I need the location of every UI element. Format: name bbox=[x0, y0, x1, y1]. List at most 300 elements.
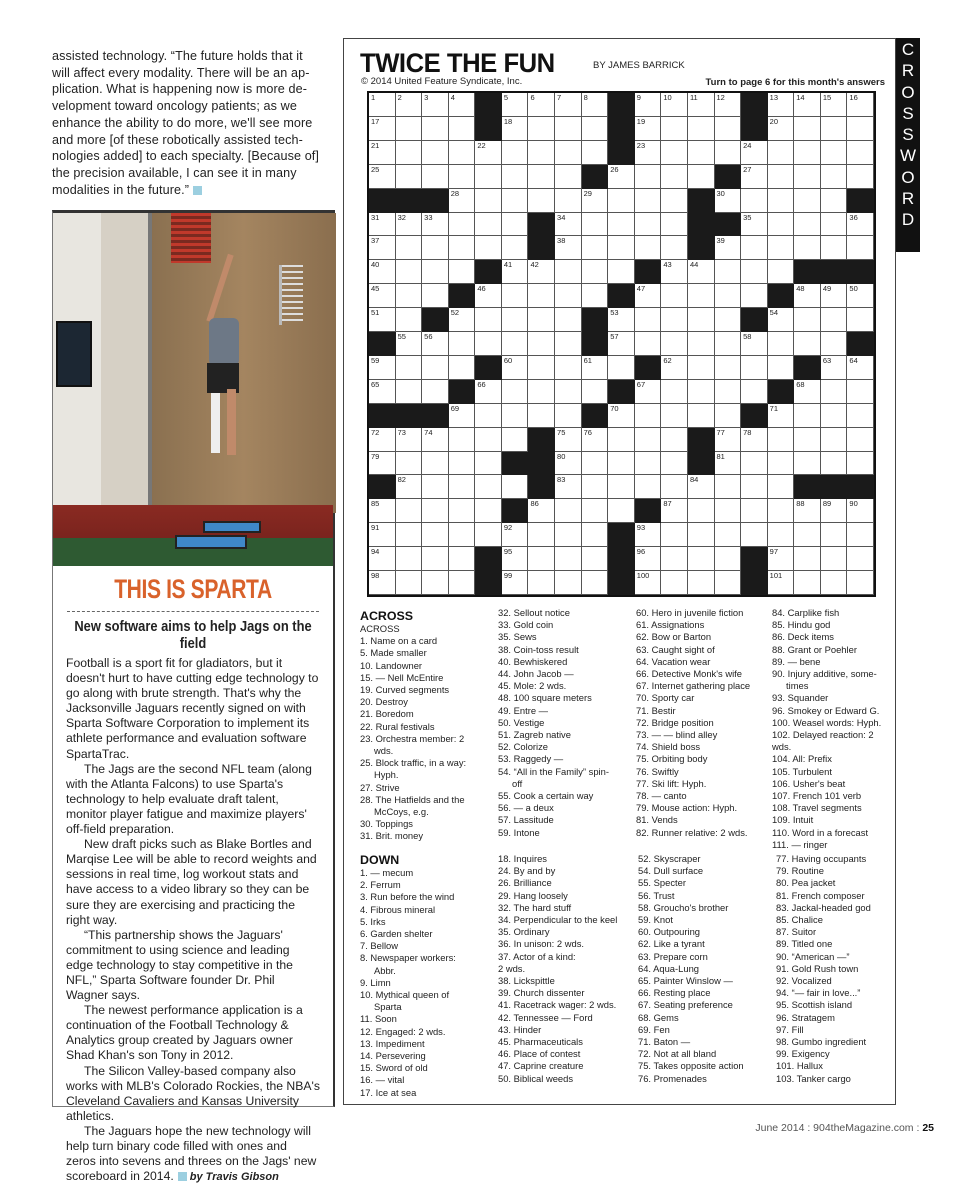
clue-number: 9 bbox=[636, 93, 641, 102]
grid-cell bbox=[715, 141, 742, 165]
grid-cell bbox=[422, 117, 449, 141]
grid-cell bbox=[847, 523, 874, 547]
grid-cell bbox=[768, 428, 795, 452]
grid-cell bbox=[422, 523, 449, 547]
grid-cell bbox=[635, 308, 662, 332]
grid-cell bbox=[528, 332, 555, 356]
grid-cell bbox=[715, 189, 742, 213]
clue-number: 20 bbox=[769, 116, 779, 126]
grid-cell bbox=[715, 236, 742, 260]
grid-block bbox=[635, 260, 662, 284]
clue-line: 103. Tanker cargo bbox=[776, 1072, 851, 1084]
grid-cell bbox=[528, 260, 555, 284]
clue-number: 13 bbox=[769, 93, 779, 102]
grid-cell bbox=[528, 547, 555, 571]
grid-cell bbox=[582, 571, 609, 595]
grid-cell bbox=[847, 141, 874, 165]
grid-cell bbox=[821, 189, 848, 213]
grid-block bbox=[794, 356, 821, 380]
grid-cell bbox=[475, 499, 502, 523]
clue-line: 95. Scottish island bbox=[776, 999, 853, 1011]
grid-block bbox=[794, 475, 821, 499]
clue-line: 89. — bene bbox=[772, 655, 821, 667]
grid-cell bbox=[369, 93, 396, 117]
clue-number: 26 bbox=[610, 164, 619, 174]
clue-line: 109. Intuit bbox=[772, 814, 814, 826]
clue-number: 79 bbox=[371, 451, 380, 461]
grid-cell bbox=[555, 571, 582, 595]
grid-cell bbox=[449, 260, 476, 284]
clue-number: 90 bbox=[849, 499, 858, 509]
grid-cell bbox=[369, 380, 396, 404]
grid-block bbox=[475, 547, 502, 571]
clue-number: 61 bbox=[583, 355, 592, 365]
grid-cell bbox=[821, 404, 848, 428]
tab-letter: O bbox=[901, 82, 915, 102]
grid-cell bbox=[661, 523, 688, 547]
clue-number: 86 bbox=[530, 499, 539, 509]
grid-cell bbox=[635, 571, 662, 595]
intro-text bbox=[52, 48, 335, 198]
clue-number: 83 bbox=[557, 475, 566, 485]
clue-line: Abbr. bbox=[374, 964, 396, 976]
clue-line: 9. Limn bbox=[360, 976, 391, 988]
grid-cell bbox=[741, 165, 768, 189]
clue-number: 84 bbox=[689, 475, 699, 485]
grid-block bbox=[847, 260, 874, 284]
clue-line: 75. Takes opposite action bbox=[638, 1060, 744, 1072]
clue-line: 47. Caprine creature bbox=[498, 1060, 584, 1072]
clue-number: 23 bbox=[636, 140, 646, 150]
clue-line: 52. Skyscraper bbox=[638, 853, 701, 864]
clue-line: 91. Gold Rush town bbox=[776, 962, 859, 974]
grid-cell bbox=[741, 141, 768, 165]
grid-cell bbox=[422, 499, 449, 523]
grid-cell bbox=[369, 523, 396, 547]
grid-cell bbox=[821, 141, 848, 165]
clue-number: 46 bbox=[477, 284, 486, 294]
grid-cell bbox=[582, 213, 609, 237]
grid-cell bbox=[715, 380, 742, 404]
grid-cell bbox=[422, 475, 449, 499]
grid-cell bbox=[422, 380, 449, 404]
grid-cell bbox=[821, 117, 848, 141]
grid-cell bbox=[715, 452, 742, 476]
clue-number: 44 bbox=[689, 260, 699, 270]
grid-cell bbox=[502, 284, 529, 308]
grid-block bbox=[768, 380, 795, 404]
clue-number: 59 bbox=[371, 355, 380, 365]
grid-cell bbox=[475, 213, 502, 237]
grid-block bbox=[608, 380, 635, 404]
grid-cell bbox=[821, 452, 848, 476]
grid-cell bbox=[847, 93, 874, 117]
grid-cell bbox=[475, 189, 502, 213]
clue-line: 20. Destroy bbox=[360, 696, 408, 708]
grid-cell bbox=[555, 404, 582, 428]
grid-cell bbox=[661, 547, 688, 571]
grid-cell bbox=[422, 356, 449, 380]
grid-cell bbox=[688, 260, 715, 284]
grid-cell bbox=[741, 284, 768, 308]
grid-cell bbox=[528, 165, 555, 189]
clue-line: 71. Bestir bbox=[636, 704, 676, 716]
grid-cell bbox=[555, 523, 582, 547]
grid-cell bbox=[582, 93, 609, 117]
sidebar-subtitle: New software aims to help Jags on the field bbox=[74, 618, 312, 652]
grid-block bbox=[608, 141, 635, 165]
grid-cell bbox=[768, 117, 795, 141]
grid-cell bbox=[422, 284, 449, 308]
grid-block bbox=[369, 189, 396, 213]
grid-cell bbox=[555, 380, 582, 404]
grid-cell bbox=[502, 189, 529, 213]
grid-cell bbox=[475, 475, 502, 499]
clue-line: 77. Having occupants bbox=[776, 853, 867, 864]
grid-cell bbox=[768, 332, 795, 356]
clue-line: 2. Ferrum bbox=[360, 879, 401, 891]
grid-cell bbox=[475, 165, 502, 189]
grid-block bbox=[528, 213, 555, 237]
down-clues-col-4 bbox=[776, 853, 894, 1085]
clue-number: 50 bbox=[849, 284, 858, 294]
clue-line: 106. Usher's beat bbox=[772, 777, 846, 789]
tab-letter: R bbox=[901, 61, 915, 81]
grid-cell bbox=[661, 356, 688, 380]
grid-cell bbox=[635, 523, 662, 547]
grid-cell bbox=[475, 404, 502, 428]
grid-cell bbox=[396, 236, 423, 260]
clue-line: 12. Engaged: 2 wds. bbox=[360, 1025, 446, 1037]
clue-line: 15. — Nell McEntire bbox=[360, 671, 444, 683]
clue-number: 80 bbox=[557, 451, 566, 461]
grid-cell bbox=[396, 308, 423, 332]
grid-block bbox=[528, 236, 555, 260]
grid-cell bbox=[449, 165, 476, 189]
clue-line: 75. Orbiting body bbox=[636, 753, 708, 765]
clue-line: 17. Ice at sea bbox=[360, 1086, 417, 1098]
sidebar-paragraph: The newest performance application is a continuation of the Football Technology & Analytics group created by Jaguars owner Shad Khan's son Tony in 2012. bbox=[66, 1003, 303, 1063]
clue-line: 76. Swiftly bbox=[636, 765, 679, 777]
grid-cell bbox=[449, 499, 476, 523]
clue-line: 97. Fill bbox=[776, 1023, 804, 1035]
grid-cell bbox=[582, 260, 609, 284]
grid-cell bbox=[661, 236, 688, 260]
grid-cell bbox=[715, 428, 742, 452]
grid-cell bbox=[821, 380, 848, 404]
clue-line: 32. Sellout notice bbox=[498, 607, 570, 618]
grid-block bbox=[582, 165, 609, 189]
grid-cell bbox=[608, 404, 635, 428]
clue-number: 76 bbox=[583, 427, 592, 437]
clue-number: 18 bbox=[503, 116, 513, 126]
clue-line: 46. Place of contest bbox=[498, 1048, 581, 1060]
clue-line: 67. Internet gathering place bbox=[636, 680, 751, 692]
down-clues-col-1 bbox=[360, 853, 492, 1099]
clue-number: 24 bbox=[743, 140, 752, 150]
grid-cell bbox=[396, 499, 423, 523]
grid-cell bbox=[475, 308, 502, 332]
grid-cell bbox=[847, 428, 874, 452]
grid-cell bbox=[661, 380, 688, 404]
grid-cell bbox=[768, 523, 795, 547]
grid-cell bbox=[794, 189, 821, 213]
clue-number: 67 bbox=[636, 379, 646, 389]
grid-cell bbox=[821, 213, 848, 237]
grid-cell bbox=[768, 571, 795, 595]
grid-block bbox=[369, 404, 396, 428]
grid-block bbox=[741, 308, 768, 332]
grid-block bbox=[688, 452, 715, 476]
grid-cell bbox=[794, 428, 821, 452]
clue-line: 45. Pharmaceuticals bbox=[498, 1036, 583, 1048]
clue-number: 31 bbox=[371, 212, 380, 222]
grid-cell bbox=[715, 547, 742, 571]
clue-number: 15 bbox=[822, 93, 832, 102]
grid-cell bbox=[635, 236, 662, 260]
grid-cell bbox=[555, 93, 582, 117]
clue-number: 54 bbox=[769, 308, 779, 318]
tab-letter: C bbox=[901, 40, 915, 59]
clue-number: 85 bbox=[371, 499, 380, 509]
grid-cell bbox=[555, 117, 582, 141]
grid-cell bbox=[502, 380, 529, 404]
grid-cell bbox=[688, 93, 715, 117]
grid-block bbox=[396, 404, 423, 428]
clue-line: 62. Bow or Barton bbox=[636, 631, 712, 643]
grid-cell bbox=[502, 428, 529, 452]
grid-cell bbox=[502, 93, 529, 117]
intro-line: modalities in the future.” bbox=[52, 182, 335, 199]
grid-cell bbox=[369, 213, 396, 237]
grid-cell bbox=[688, 141, 715, 165]
clue-line: 28. The Hatfields and the bbox=[360, 793, 465, 805]
intro-line: plication. What is happening now is more de- bbox=[52, 82, 308, 97]
grid-cell bbox=[369, 165, 396, 189]
grid-cell bbox=[821, 547, 848, 571]
clue-line: 27. Strive bbox=[360, 781, 400, 793]
clue-line: 38. Coin-toss result bbox=[498, 643, 579, 655]
clue-number: 22 bbox=[477, 140, 486, 150]
clue-line: 1. — mecum bbox=[360, 867, 414, 878]
grid-block bbox=[715, 165, 742, 189]
clue-line: 25. Block traffic, in a way: bbox=[360, 757, 467, 769]
grid-cell bbox=[688, 523, 715, 547]
grid-cell bbox=[449, 475, 476, 499]
grid-cell bbox=[688, 547, 715, 571]
clue-line: 76. Promenades bbox=[638, 1072, 707, 1084]
clue-number: 81 bbox=[716, 451, 725, 461]
grid-cell bbox=[502, 547, 529, 571]
clue-line: 60. Outpouring bbox=[638, 926, 701, 938]
clue-line: 53. Raggedy — bbox=[498, 753, 564, 765]
clue-number: 65 bbox=[371, 379, 380, 389]
clue-line: 50. Vestige bbox=[498, 716, 545, 728]
grid-cell bbox=[847, 452, 874, 476]
grid-cell bbox=[715, 117, 742, 141]
grid-cell bbox=[635, 213, 662, 237]
grid-block bbox=[422, 308, 449, 332]
clue-line: 72. Bridge position bbox=[636, 716, 714, 728]
grid-cell bbox=[768, 404, 795, 428]
clue-number: 7 bbox=[557, 93, 562, 102]
grid-block bbox=[475, 260, 502, 284]
clue-line: 93. Squander bbox=[772, 692, 829, 704]
clue-line: 61. Assignations bbox=[636, 619, 705, 631]
grid-cell bbox=[528, 380, 555, 404]
grid-cell bbox=[396, 452, 423, 476]
grid-cell bbox=[741, 499, 768, 523]
clue-number: 100 bbox=[636, 571, 650, 581]
grid-cell bbox=[688, 499, 715, 523]
grid-cell bbox=[582, 452, 609, 476]
grid-cell bbox=[502, 308, 529, 332]
grid-cell bbox=[475, 523, 502, 547]
sidebar-article bbox=[52, 210, 335, 1184]
grid-cell bbox=[608, 475, 635, 499]
grid-cell bbox=[582, 499, 609, 523]
clue-line: 22. Rural festivals bbox=[360, 720, 435, 732]
clue-number: 40 bbox=[371, 260, 380, 270]
clue-line: 19. Curved segments bbox=[360, 684, 450, 696]
grid-cell bbox=[741, 356, 768, 380]
clue-number: 10 bbox=[663, 93, 672, 102]
clue-line: 60. Hero in juvenile fiction bbox=[636, 607, 744, 618]
grid-cell bbox=[715, 308, 742, 332]
clue-number: 33 bbox=[424, 212, 433, 222]
grid-block bbox=[741, 571, 768, 595]
grid-cell bbox=[768, 165, 795, 189]
grid-cell bbox=[635, 117, 662, 141]
byline: by Travis Gibson bbox=[186, 1171, 279, 1184]
across-clues-col-4 bbox=[772, 607, 894, 851]
grid-cell bbox=[821, 571, 848, 595]
grid-block bbox=[821, 260, 848, 284]
clue-number: 94 bbox=[371, 547, 380, 557]
clue-number: 25 bbox=[371, 164, 380, 174]
tv-icon bbox=[56, 321, 92, 387]
grid-cell bbox=[449, 452, 476, 476]
clue-line: 10. Landowner bbox=[360, 659, 423, 671]
grid-cell bbox=[528, 308, 555, 332]
grid-cell bbox=[555, 356, 582, 380]
grid-cell bbox=[475, 141, 502, 165]
grid-cell bbox=[449, 428, 476, 452]
clue-number: 52 bbox=[450, 308, 460, 318]
grid-cell bbox=[768, 236, 795, 260]
grid-cell bbox=[741, 189, 768, 213]
grid-cell bbox=[555, 308, 582, 332]
clue-line: 24. By and by bbox=[498, 865, 556, 877]
grid-block bbox=[688, 189, 715, 213]
grid-block bbox=[715, 213, 742, 237]
grid-cell bbox=[821, 499, 848, 523]
clue-line: 94. “— fair in love...” bbox=[776, 987, 861, 999]
grid-cell bbox=[794, 404, 821, 428]
clue-line: 104. All: Prefix bbox=[772, 753, 832, 765]
grid-block bbox=[608, 571, 635, 595]
grid-cell bbox=[794, 141, 821, 165]
clue-number: 17 bbox=[371, 116, 380, 126]
intro-line: will affect every modality. There will be an ap- bbox=[52, 65, 310, 80]
grid-cell bbox=[688, 404, 715, 428]
clue-line: 3. Run before the wind bbox=[360, 891, 455, 903]
grid-cell bbox=[449, 332, 476, 356]
grid-cell bbox=[396, 284, 423, 308]
grid-cell bbox=[449, 356, 476, 380]
grid-block bbox=[847, 189, 874, 213]
grid-cell bbox=[768, 547, 795, 571]
clue-line: 98. Gumbo ingredient bbox=[776, 1036, 867, 1048]
clue-line: 102. Delayed reaction: 2 wds. bbox=[772, 729, 874, 753]
grid-cell bbox=[661, 213, 688, 237]
grid-cell bbox=[396, 547, 423, 571]
clue-number: 16 bbox=[849, 93, 858, 102]
grid-block bbox=[768, 284, 795, 308]
clue-line: off bbox=[512, 777, 523, 789]
clue-line: 7. Bellow bbox=[360, 940, 399, 952]
grid-cell bbox=[502, 523, 529, 547]
grid-cell bbox=[794, 117, 821, 141]
tab-letter: D bbox=[901, 210, 915, 230]
grid-cell bbox=[688, 380, 715, 404]
clue-line: Sparta bbox=[374, 1001, 402, 1013]
grid-cell bbox=[528, 284, 555, 308]
clue-line: 111. — ringer bbox=[772, 838, 828, 850]
clue-number: 29 bbox=[583, 188, 592, 198]
grid-cell bbox=[635, 428, 662, 452]
clue-line: 101. Hallux bbox=[776, 1060, 823, 1072]
clue-line: 16. — vital bbox=[360, 1074, 405, 1086]
grid-cell bbox=[821, 284, 848, 308]
grid-cell bbox=[741, 452, 768, 476]
clue-line: 78. — canto bbox=[636, 790, 687, 802]
clue-line: 96. Smokey or Edward G. bbox=[772, 704, 880, 716]
clue-number: 1 bbox=[371, 93, 376, 102]
grid-cell bbox=[847, 284, 874, 308]
article-photo bbox=[53, 213, 333, 566]
grid-cell bbox=[635, 93, 662, 117]
clue-line: 79. Routine bbox=[776, 865, 824, 877]
sidebar-paragraph: “This partnership shows the Jaguars' commitment to using science and leading edge technology to stay competitive in the NFL,” Sparta Software founder Dr. Phil Wagner says. bbox=[66, 927, 293, 1003]
clue-number: 72 bbox=[371, 427, 380, 437]
grid-cell bbox=[821, 93, 848, 117]
clue-line: 92. Vocalized bbox=[776, 975, 832, 987]
grid-cell bbox=[475, 332, 502, 356]
clue-line: 29. Hang loosely bbox=[498, 889, 568, 901]
clue-line: 48. 100 square meters bbox=[498, 692, 592, 704]
grid-block bbox=[688, 213, 715, 237]
clue-line: 31. Brit. money bbox=[360, 830, 424, 842]
grid-cell bbox=[794, 236, 821, 260]
grid-cell bbox=[449, 523, 476, 547]
clue-number: 74 bbox=[424, 427, 433, 437]
grid-cell bbox=[688, 571, 715, 595]
clue-line: wds. bbox=[374, 745, 394, 757]
clue-number: 35 bbox=[743, 212, 752, 222]
grid-cell bbox=[528, 141, 555, 165]
clue-number: 45 bbox=[371, 284, 380, 294]
clue-number: 43 bbox=[663, 260, 672, 270]
clue-line: 81. French composer bbox=[776, 889, 865, 901]
grid-cell bbox=[608, 165, 635, 189]
grid-cell bbox=[794, 165, 821, 189]
grid-block bbox=[528, 452, 555, 476]
intro-line: velopment toward oncology patients; as we bbox=[52, 99, 297, 114]
sidebar-body bbox=[53, 652, 333, 1185]
intro-line: and more [of these robotically assisted tech- bbox=[52, 132, 303, 147]
grid-cell bbox=[794, 93, 821, 117]
